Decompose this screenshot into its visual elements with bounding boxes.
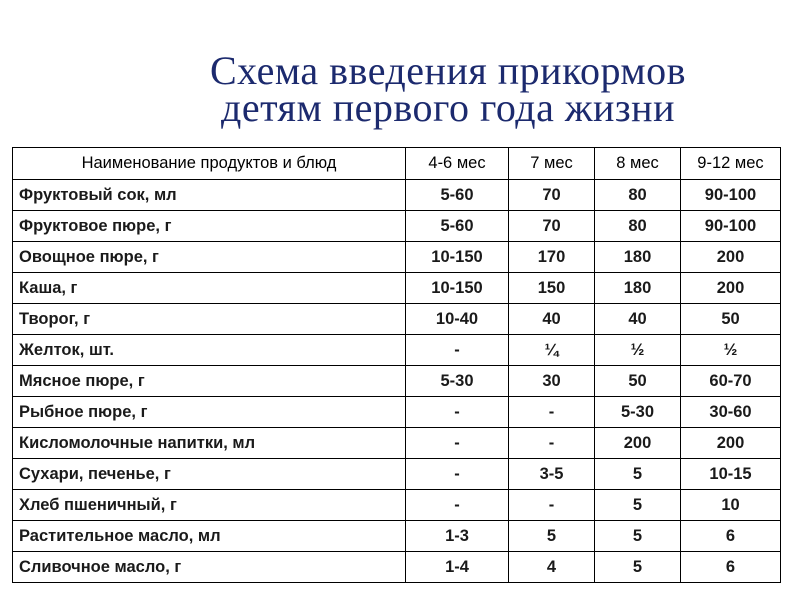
table-cell: - <box>509 428 595 459</box>
table-cell: 10-15 <box>681 459 781 490</box>
product-name: Творог, г <box>13 304 406 335</box>
table-cell: 170 <box>509 242 595 273</box>
table-row <box>13 335 781 366</box>
table-row <box>13 428 781 459</box>
header-product: Наименование продуктов и блюд <box>13 148 406 180</box>
header-age-8: 8 мес <box>595 148 681 180</box>
product-name: Мясное пюре, г <box>13 366 406 397</box>
table-cell: 80 <box>595 211 681 242</box>
table-cell: 6 <box>681 552 781 583</box>
title-line-2: детям первого года жизни <box>221 85 675 130</box>
table-cell: 50 <box>681 304 781 335</box>
table-cell: 70 <box>509 180 595 211</box>
table-cell: 200 <box>681 428 781 459</box>
header-age-9-12: 9-12 мес <box>681 148 781 180</box>
table-cell: 10-40 <box>406 304 509 335</box>
table-cell: - <box>406 397 509 428</box>
table-row <box>13 521 781 552</box>
table-cell: ½ <box>595 335 681 366</box>
product-name: Фруктовое пюре, г <box>13 211 406 242</box>
table-cell: 5-60 <box>406 211 509 242</box>
table-cell: 50 <box>595 366 681 397</box>
table-cell: 5 <box>595 490 681 521</box>
table-cell: 10-150 <box>406 273 509 304</box>
table-cell: 1-3 <box>406 521 509 552</box>
table-cell: 6 <box>681 521 781 552</box>
product-name: Каша, г <box>13 273 406 304</box>
table-cell: - <box>509 490 595 521</box>
product-name: Желток, шт. <box>13 335 406 366</box>
table-cell: 90-100 <box>681 211 781 242</box>
page-title <box>0 48 800 130</box>
table-cell: 5 <box>595 552 681 583</box>
table-cell: 200 <box>681 242 781 273</box>
table-cell: - <box>509 397 595 428</box>
table-cell: 10-150 <box>406 242 509 273</box>
table-row <box>13 552 781 583</box>
product-name: Растительное масло, мл <box>13 521 406 552</box>
table-row <box>13 459 781 490</box>
table-cell: ½ <box>681 335 781 366</box>
table-header-row <box>13 148 781 180</box>
product-name: Рыбное пюре, г <box>13 397 406 428</box>
product-name: Сливочное масло, г <box>13 552 406 583</box>
table-row <box>13 211 781 242</box>
table-cell: 80 <box>595 180 681 211</box>
product-name: Фруктовый сок, мл <box>13 180 406 211</box>
table-row <box>13 397 781 428</box>
table-cell: 180 <box>595 273 681 304</box>
table-cell: 60-70 <box>681 366 781 397</box>
table-cell: 5 <box>595 459 681 490</box>
table-row <box>13 304 781 335</box>
table-cell: 40 <box>509 304 595 335</box>
table-row <box>13 180 781 211</box>
table-row <box>13 273 781 304</box>
table-cell: 180 <box>595 242 681 273</box>
table-cell: 30 <box>509 366 595 397</box>
table-row <box>13 242 781 273</box>
table-cell: - <box>406 428 509 459</box>
feeding-schedule-table <box>12 147 781 583</box>
table-cell: - <box>406 490 509 521</box>
header-age-4-6: 4-6 мес <box>406 148 509 180</box>
table-cell: 150 <box>509 273 595 304</box>
table-cell: 5 <box>509 521 595 552</box>
table-cell: 5 <box>595 521 681 552</box>
table-cell: 10 <box>681 490 781 521</box>
product-name: Кисломолочные напитки, мл <box>13 428 406 459</box>
table-cell: 200 <box>681 273 781 304</box>
table-cell: - <box>406 459 509 490</box>
table-cell: ¼ <box>509 335 595 366</box>
table-cell: 90-100 <box>681 180 781 211</box>
table-cell: - <box>406 335 509 366</box>
table-cell: 5-60 <box>406 180 509 211</box>
table-cell: 5-30 <box>406 366 509 397</box>
table-cell: 4 <box>509 552 595 583</box>
product-name: Сухари, печенье, г <box>13 459 406 490</box>
table-cell: 5-30 <box>595 397 681 428</box>
table-cell: 30-60 <box>681 397 781 428</box>
table-cell: 40 <box>595 304 681 335</box>
table-cell: 200 <box>595 428 681 459</box>
product-name: Овощное пюре, г <box>13 242 406 273</box>
table-row <box>13 366 781 397</box>
table-cell: 1-4 <box>406 552 509 583</box>
table-cell: 3-5 <box>509 459 595 490</box>
title-line-1: Схема введения прикормов <box>209 48 687 93</box>
header-age-7: 7 мес <box>509 148 595 180</box>
table-cell: 70 <box>509 211 595 242</box>
product-name: Хлеб пшеничный, г <box>13 490 406 521</box>
table-row <box>13 490 781 521</box>
